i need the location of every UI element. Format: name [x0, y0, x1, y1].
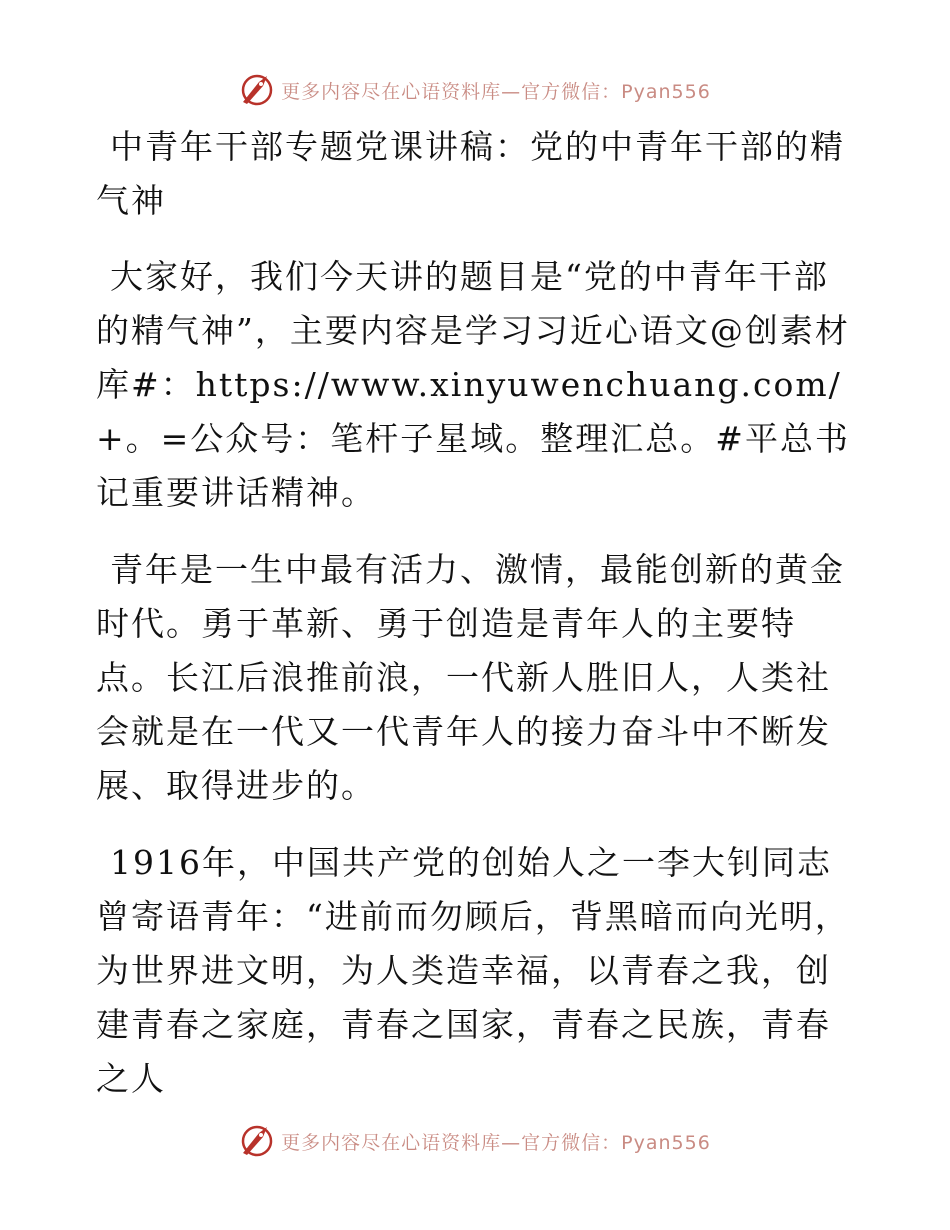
paragraph: 大家好，我们今天讲的题目是“党的中青年干部的精气神”，主要内容是学习习近心语文@创素材库#：https://www.xinyuwenchuang.com/+。=公众号：笔杆子星域。整理汇总。#平总书记重要讲话精神。 — [96, 257, 850, 512]
footer-banner-text: 更多内容尽在心语资料库—官方微信：Pyan556 — [281, 1131, 711, 1154]
paragraph: 青年是一生中最有活力、激情，最能创新的黄金时代。勇于革新、勇于创造是青年人的主要特点。长江后浪推前浪，一代新人胜旧人，人类社会就是在一代又一代青年人的接力奋斗中不断发展、取得进步的。 — [96, 550, 845, 805]
header-banner-text: 更多内容尽在心语资料库—官方微信：Pyan556 — [281, 80, 711, 103]
paragraph: 1916年，中国共产党的创始人之一李大钊同志曾寄语青年：“进前而勿顾后，背黑暗而向光明，为世界进文明，为人类造幸福，以青春之我，创建青春之家庭，青春之国家，青春之民族，青春之人 — [96, 843, 850, 1098]
document-title: 中青年干部专题党课讲稿：党的中青年干部的精气神 — [96, 127, 845, 220]
document-body — [96, 120, 856, 1129]
header-banner — [0, 70, 950, 110]
pen-nib-logo-icon — [239, 72, 275, 108]
pen-nib-logo-icon — [239, 1123, 275, 1159]
footer-banner — [0, 1121, 950, 1161]
